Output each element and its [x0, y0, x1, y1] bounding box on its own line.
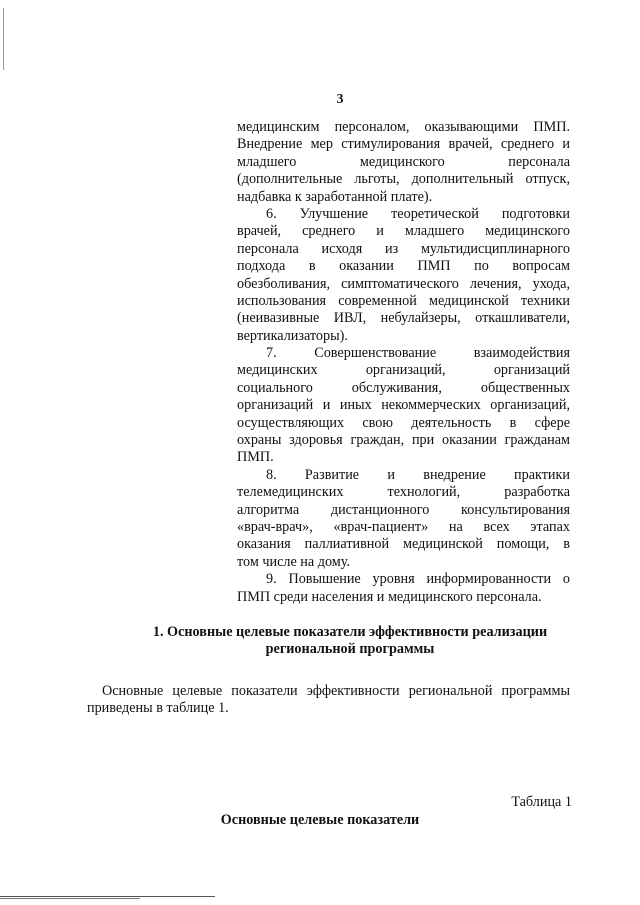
text-line: Внедрение мер стимулирования врачей, среднего и [237, 136, 570, 153]
text-line: том числе на дому. [237, 553, 350, 570]
footer-rule [0, 896, 215, 897]
text-line: ПМП. [237, 449, 274, 466]
text-line: надбавка к заработанной плате). [237, 188, 433, 205]
text-line: младшего медицинского персонала [237, 153, 570, 170]
text-line: медицинских организаций, организаций [237, 362, 570, 379]
text-line: персонала исходя из мультидисциплинарного [237, 240, 570, 257]
text-line: телемедицинских технологий, разработка [237, 484, 570, 501]
text-line: обезболивания, симптоматического лечения, ухода, [237, 275, 570, 292]
text-line: социального обслуживания, общественных [237, 379, 570, 396]
text-line: организаций и иных некоммерческих организаций, [237, 397, 570, 414]
section-heading-line: 1. Основные целевые показатели эффективности реализации [152, 624, 548, 640]
text-line: использования современной медицинской техники [237, 292, 570, 309]
text-line: «врач-врач», «врач-пациент» на всех этапах [237, 518, 570, 535]
text-line: ПМП среди населения и медицинского персонала. [237, 588, 542, 605]
text-line: вертикализаторы). [237, 327, 348, 344]
page-number: 3 [336, 92, 344, 107]
section-heading-line: региональной программы [265, 641, 435, 658]
body-paragraph-line: приведены в таблице 1. [87, 700, 229, 717]
text-line: оказания паллиативной медицинской помощи, в [237, 536, 570, 553]
text-line: медицинским персоналом, оказывающими ПМП. [237, 119, 570, 135]
footer-rule [0, 898, 140, 899]
text-line: осуществляющих свою деятельность в сфере [237, 414, 570, 431]
table-title: Основные целевые показатели [220, 812, 420, 828]
text-line: охраны здоровья граждан, при оказании гражданам [237, 432, 570, 449]
scan-edge-mark [3, 8, 4, 70]
body-paragraph [87, 683, 570, 718]
list-continuation-column [237, 119, 570, 606]
list-item-7-start: 7. Совершенствование взаимодействия [266, 345, 570, 362]
text-line: врачей, среднего и младшего медицинского [237, 223, 570, 240]
list-item-6-start: 6. Улучшение теоретической подготовки [266, 205, 570, 222]
text-line: (неивазивные ИВЛ, небулайзеры, откашливатели, [237, 310, 570, 327]
text-line: подхода в оказании ПМП по вопросам [237, 258, 570, 275]
section-heading [60, 624, 640, 659]
table-label: Таблица 1 [511, 794, 572, 810]
list-item-8-start: 8. Развитие и внедрение практики [266, 466, 570, 483]
body-paragraph-line: Основные целевые показатели эффективности региональной программы [102, 683, 570, 699]
list-item-9-start: 9. Повышение уровня информированности о [266, 571, 570, 588]
text-line: алгоритма дистанционного консультирования [237, 501, 570, 518]
text-line: (дополнительные льготы, дополнительный отпуск, [237, 171, 570, 188]
